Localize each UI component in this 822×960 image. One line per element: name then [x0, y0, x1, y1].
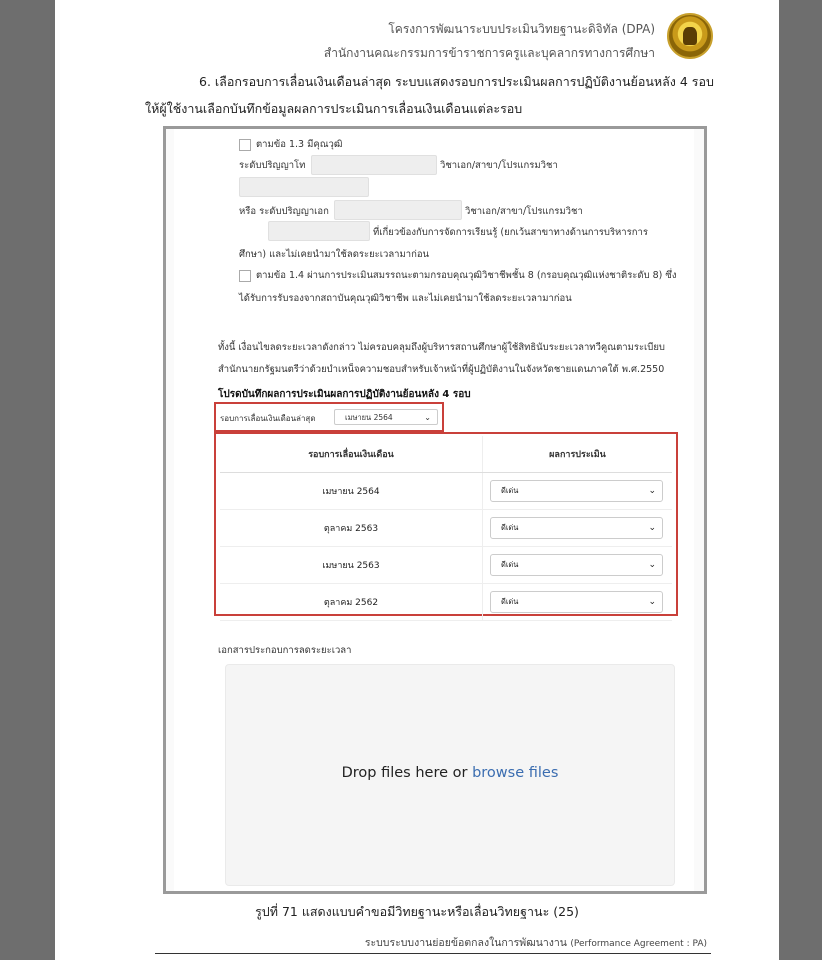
latest-round-select[interactable]: [334, 409, 438, 425]
browse-files-link[interactable]: browse files: [472, 765, 559, 781]
chevron-down-icon: ⌄: [648, 560, 656, 570]
master-major-label: วิชาเอก/สาขา/โปรแกรมวิชา: [440, 160, 558, 171]
result-value: ดีเด่น: [501, 523, 519, 532]
page-footer: [365, 934, 707, 951]
result-select[interactable]: [490, 591, 663, 613]
result-select[interactable]: [490, 554, 663, 576]
master-major-input[interactable]: [239, 177, 369, 197]
dropzone-prompt: Drop files here or: [341, 765, 468, 781]
round-period: เมษายน 2563: [220, 547, 483, 584]
col-result-header: ผลการประเมิน: [483, 436, 673, 473]
result-select[interactable]: [490, 480, 663, 502]
round-period: ตุลาคม 2563: [220, 510, 483, 547]
chevron-down-icon: ⌄: [424, 413, 431, 422]
item-1-4-text-line1: ตามข้อ 1.4 ผ่านการประเมินสมรรถนะตามกรอบคุณวุฒิวิชาชีพชั้น 8 (กรอบคุณวุฒิแห่งชาติระดับ 8) ซึ่ง: [256, 270, 677, 281]
evaluation-table: [220, 436, 672, 621]
master-degree-input[interactable]: [311, 155, 437, 175]
chevron-down-icon: ⌄: [648, 597, 656, 607]
table-row: [220, 510, 672, 547]
footer-subtitle: (Performance Agreement : PA): [570, 939, 707, 949]
step-paragraph: 6. เลือกรอบการเลื่อนเงินเดือนล่าสุด ระบบแสดงรอบการประเมินผลการปฏิบัติงานย้อนหลัง 4 รอบ: [199, 74, 714, 89]
file-dropzone[interactable]: [225, 664, 675, 886]
item-1-4-text-line2: ได้รับการรับรองจากสถาบันคุณวุฒิวิชาชีพ และไม่เคยนำมาใช้ลดระยะเวลามาก่อน: [239, 293, 572, 304]
evaluation-table-highlight: [214, 432, 678, 616]
form-panel: [174, 129, 694, 891]
record-heading: โปรดบันทึกผลการประเมินผลการปฏิบัติงานย้อนหลัง 4 รอบ: [218, 389, 471, 400]
document-page: [55, 0, 779, 960]
doctoral-major-input[interactable]: [268, 221, 370, 241]
result-value: ดีเด่น: [501, 597, 519, 606]
round-period: ตุลาคม 2562: [220, 584, 483, 621]
master-degree-label: ระดับปริญญาโท: [239, 160, 306, 171]
item-1-3-checkbox[interactable]: [239, 139, 251, 151]
table-row: [220, 547, 672, 584]
header-office-name: สำนักงานคณะกรรมการข้าราชการครูและบุคลากรทางการศึกษา: [323, 46, 655, 60]
related-text-line2: ศึกษา) และไม่เคยนำมาใช้ลดระยะเวลามาก่อน: [239, 249, 430, 260]
doctoral-major-label: วิชาเอก/สาขา/โปรแกรมวิชา: [465, 206, 583, 217]
footer-rule: [155, 953, 711, 954]
form-screenshot: [163, 126, 707, 894]
round-period: เมษายน 2564: [220, 473, 483, 510]
footer-main: ระบบระบบงานย่อยข้อตกลงในการพัฒนางาน: [364, 937, 567, 949]
chevron-down-icon: ⌄: [648, 523, 656, 533]
table-row: [220, 584, 672, 621]
latest-round-highlight: [214, 402, 444, 432]
dropzone-text: [226, 765, 674, 781]
result-select[interactable]: [490, 517, 663, 539]
result-value: ดีเด่น: [501, 560, 519, 569]
supporting-docs-label: เอกสารประกอบการลดระยะเวลา: [218, 645, 352, 656]
doctoral-degree-input[interactable]: [334, 200, 462, 220]
related-text-line1: ที่เกี่ยวข้องกับการจัดการเรียนรู้ (ยกเว้นสาขาทางด้านการบริหารการ: [373, 227, 648, 238]
col-period-header: รอบการเลื่อนเงินเดือน: [220, 436, 483, 473]
doctoral-degree-label: หรือ ระดับปริญญาเอก: [239, 206, 329, 217]
step-paragraph-continued: ให้ผู้ใช้งานเลือกบันทึกข้อมูลผลการประเมินการเลื่อนเงินเดือนแต่ละรอบ: [145, 101, 523, 116]
note-line2: สำนักนายกรัฐมนตรีว่าด้วยบำเหน็จความชอบสำหรับเจ้าหน้าที่ผู้ปฏิบัติงานในจังหวัดชายแดนภาคใต้ พ.ศ.2550: [218, 364, 665, 375]
chevron-down-icon: ⌄: [648, 486, 656, 496]
latest-round-value: เมษายน 2564: [345, 413, 393, 422]
latest-round-label: รอบการเลื่อนเงินเดือนล่าสุด: [220, 414, 316, 423]
header-project-title: โครงการพัฒนาระบบประเมินวิทยฐานะดิจิทัล (DPA): [388, 22, 655, 36]
figure-caption: รูปที่ 71 แสดงแบบคำขอมีวิทยฐานะหรือเลื่อนวิทยฐานะ (25): [255, 904, 579, 919]
note-line1: ทั้งนี้ เงื่อนไขลดระยะเวลาดังกล่าว ไม่ครอบคลุมถึงผู้บริหารสถานศึกษาผู้ใช้สิทธินับระยะเวลาทวีคูณตามระเบียบ: [218, 342, 665, 353]
item-1-4-checkbox[interactable]: [239, 270, 251, 282]
result-value: ดีเด่น: [501, 486, 519, 495]
ministry-seal-icon: [667, 13, 713, 59]
item-1-3-label: ตามข้อ 1.3 มีคุณวุฒิ: [256, 139, 343, 150]
table-row: [220, 473, 672, 510]
